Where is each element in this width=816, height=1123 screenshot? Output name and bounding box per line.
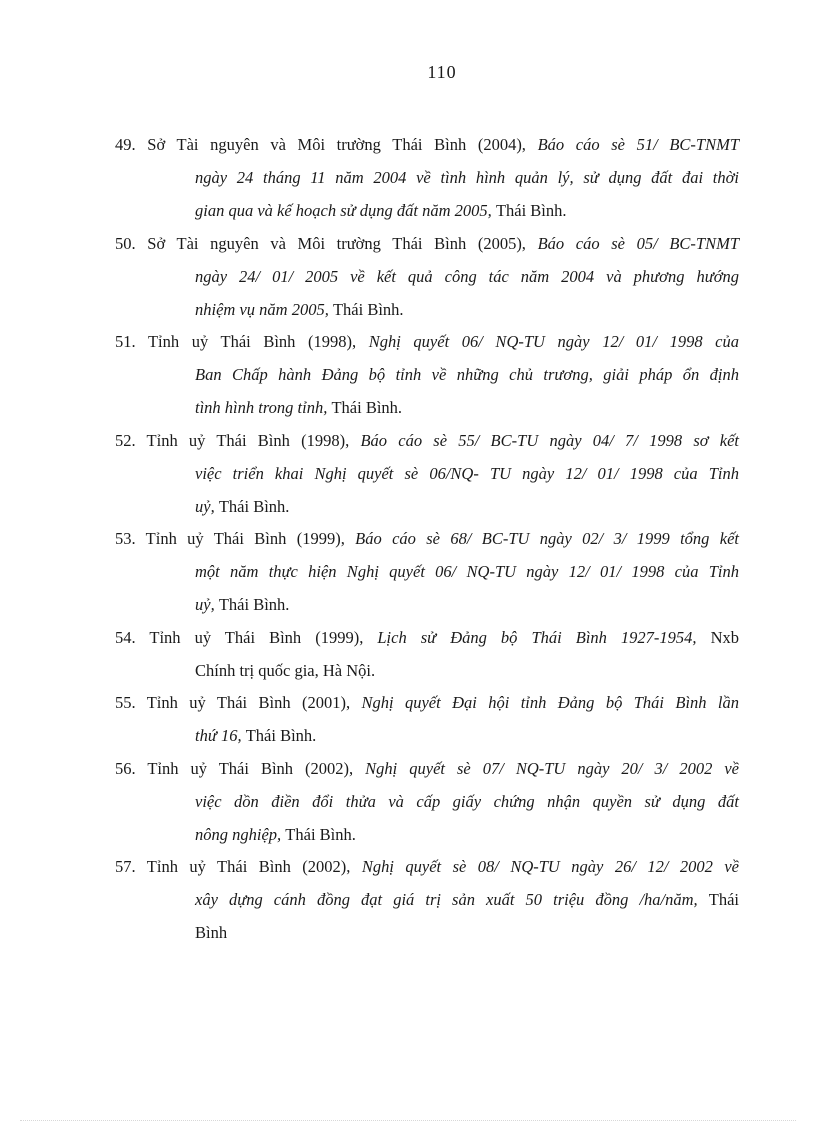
reference-title-text: uỷ, [195,595,219,614]
reference-number: 50. [115,234,148,253]
reference-number: 51. [115,332,148,351]
reference-title-text: Báo cáo sè 68/ BC-TU ngày 02/ 3/ 1999 tổng kết [355,529,740,548]
reference-title-text: gian qua và kế hoạch sử dụng đất năm 2005, [195,201,496,220]
reference-text: Tỉnh uỷ Thái Bình (2001), [146,693,362,712]
reference-title-text: một năm thực hiện Nghị quyết 06/ NQ-TU ngày 12/ 01/ 1998 của Tỉnh [195,562,739,581]
reference-line [115,555,739,588]
reference-title-text: Lịch sử Đảng bộ Thái Bình 1927-1954, [377,628,711,647]
reference-text: Tỉnh uỷ Thái Bình (2002), [147,759,366,778]
reference-text: Sở Tài nguyên và Môi trường Thái Bình (2005), [147,234,538,253]
reference-title-text: ngày 24/ 01/ 2005 về kết quả công tác năm 2004 và phương hướng [195,267,739,286]
reference-title-text: việc dồn điền đổi thửa và cấp giấy chứng nhận quyền sử dụng đất [195,792,739,811]
reference-title-text: nông nghiệp, [195,825,286,844]
reference-line [115,424,739,457]
reference-line [115,654,739,687]
reference-number: 55. [115,693,147,712]
reference-line [115,391,739,424]
reference-text: Thái Bình. [495,201,567,220]
reference-title-text: ngày 24 tháng 11 năm 2004 về tình hình quản lý, sử dụng đất đai thời [195,168,739,187]
reference-number: 57. [115,857,147,876]
reference-item [115,686,739,752]
reference-text: Chính trị quốc gia, Hà Nội. [195,661,376,680]
reference-text: Thái Bình. [218,595,290,614]
reference-item [115,227,739,326]
reference-text: Thái Bình. [331,398,403,417]
reference-text: Thái Bình. [218,497,290,516]
reference-line [115,850,739,883]
reference-line [115,194,739,227]
reference-title-text: nhiệm vụ năm 2005, [195,300,333,319]
reference-title-text: thứ 16, [195,726,246,745]
reference-text: Sở Tài nguyên và Môi trường Thái Bình (2004), [147,135,538,154]
reference-title-text: Nghị quyết sè 07/ NQ-TU ngày 20/ 3/ 2002 về [365,759,740,778]
reference-item [115,128,739,227]
reference-title-text: Nghị quyết Đại hội tỉnh Đảng bộ Thái Bình lần [361,693,739,712]
reference-text: Tỉnh uỷ Thái Bình (1999), [145,529,356,548]
reference-line [115,260,739,293]
reference-line [115,621,739,654]
reference-line [115,588,739,621]
reference-item [115,522,739,621]
reference-line [115,293,739,326]
reference-title-text: Ban Chấp hành Đảng bộ tỉnh về những chủ trương, giải pháp ổn định [195,365,739,384]
reference-text: Thái Bình. [332,300,404,319]
reference-line [115,719,739,752]
reference-line [115,818,739,851]
reference-number: 49. [115,135,148,154]
reference-line [115,325,739,358]
reference-number: 56. [115,759,148,778]
reference-number: 53. [115,529,146,548]
reference-text: Tỉnh uỷ Thái Bình (1998), [146,431,361,450]
reference-line [115,686,739,719]
reference-text: Tỉnh uỷ Thái Bình (2002), [146,857,362,876]
reference-line [115,457,739,490]
reference-line [115,916,739,949]
reference-title-text: việc triển khai Nghị quyết sè 06/NQ- TU ngày 12/ 01/ 1998 của Tỉnh [195,464,739,483]
reference-line [115,785,739,818]
reference-text: Tỉnh uỷ Thái Bình (1999), [149,628,378,647]
reference-line [115,227,739,260]
reference-text: Thái [708,890,739,909]
reference-line [115,128,739,161]
reference-title-text: Báo cáo sè 05/ BC-TNMT [537,234,740,253]
reference-title-text: uỷ, [195,497,219,516]
reference-item [115,752,739,851]
reference-item [115,424,739,523]
reference-number: 54. [115,628,150,647]
reference-line [115,752,739,785]
reference-text: Thái Bình. [245,726,317,745]
reference-line [115,522,739,555]
reference-title-text: tình hình trong tỉnh, [195,398,332,417]
reference-text: Nxb [710,628,740,647]
reference-line [115,358,739,391]
reference-item [115,621,739,687]
page-bottom-rule [20,1120,796,1121]
reference-title-text: xây dựng cánh đồng đạt giá trị sản xuất 50 triệu đồng /ha/năm, [195,890,709,909]
reference-text: Tỉnh uỷ Thái Bình (1998), [147,332,369,351]
reference-item [115,325,739,424]
reference-text: Bình [195,923,228,942]
reference-title-text: Nghị quyết sè 08/ NQ-TU ngày 26/ 12/ 2002 về [361,857,739,876]
reference-item [115,850,739,949]
reference-title-text: Báo cáo sè 55/ BC-TU ngày 04/ 7/ 1998 sơ kết [360,431,739,450]
reference-number: 52. [115,431,147,450]
reference-line [115,490,739,523]
reference-line [115,161,739,194]
reference-title-text: Nghị quyết 06/ NQ-TU ngày 12/ 01/ 1998 của [368,332,739,351]
reference-line [115,883,739,916]
reference-text: Thái Bình. [285,825,356,844]
reference-title-text: Báo cáo sè 51/ BC-TNMT [537,135,740,154]
page-number: 110 [427,62,457,82]
